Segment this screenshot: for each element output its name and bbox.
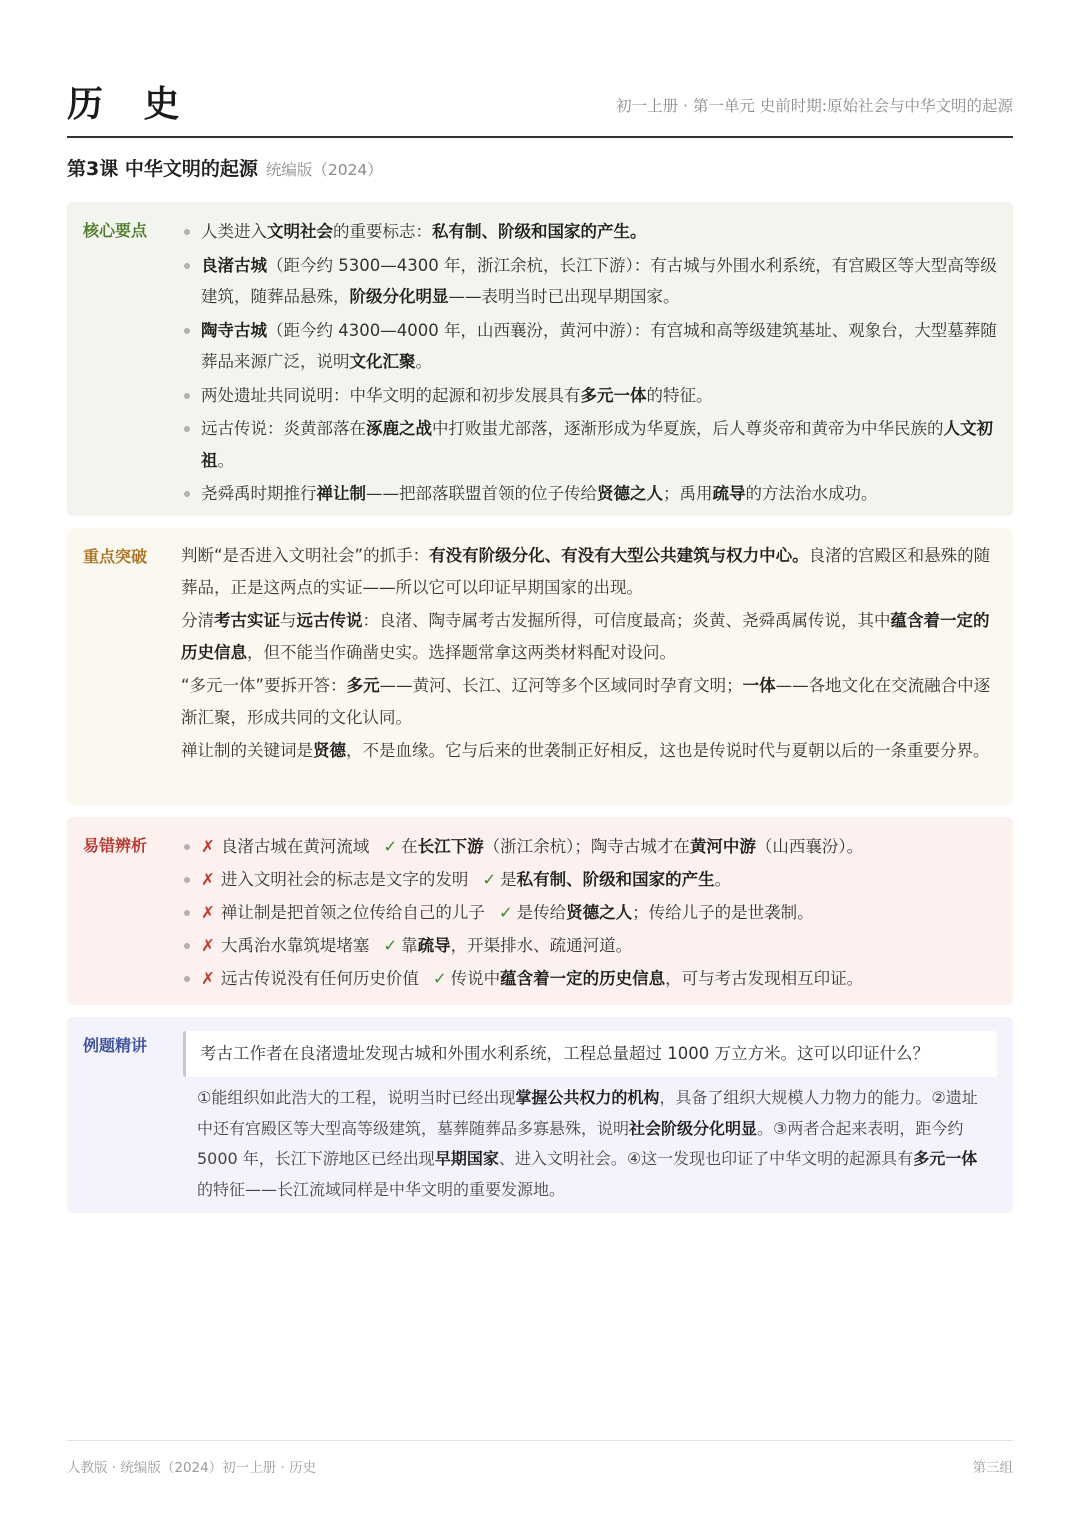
list-item: 人类进入文明社会的重要标志：私有制、阶级和国家的产生。 [181, 216, 997, 248]
unit-breadcrumb: 初一上册 · 第一单元 史前时期:原始社会与中华文明的起源 [616, 97, 1013, 115]
check-icon: ✓ [482, 870, 497, 889]
common-errors-section [67, 817, 1013, 1005]
cross-icon: ✗ [201, 870, 215, 889]
section-label: 核心要点 [83, 221, 148, 240]
example-section [67, 1017, 1013, 1213]
list-item: 陶寺古城（距今约 4300—4000 年，山西襄汾，黄河中游）：有宫城和高等级建筑基址、观象台，大型墓葬随葬品来源广泛，说明文化汇聚。 [181, 315, 997, 378]
example-answer: ①能组织如此浩大的工程，说明当时已经出现掌握公共权力的机构，具备了组织大规模人力物力的能力。②遗址中还有宫殿区等大型高等级建筑，墓葬随葬品多寡悬殊，说明社会阶级分化明显。③两者合起来表明，距今约 5000 年，长江下游地区已经出现早期国家、进入文明社会。④这一发现也印证了中华文明的起源具有多元一体的特征——长江流域同样是中华文明的重要发源地。 [197, 1088, 978, 1199]
key-paragraph: “多元一体”要拆开答：多元——黄河、长江、辽河等多个区域同时孕育文明；一体——各地文化在交流融合中逐渐汇聚，形成共同的文化认同。 [181, 676, 991, 727]
page-header [67, 72, 1013, 138]
check-icon: ✓ [498, 903, 513, 922]
list-item: 远古传说：炎黄部落在涿鹿之战中打败蚩尤部落，逐渐形成为华夏族，后人尊炎帝和黄帝为中华民族的人文初祖。 [181, 413, 997, 476]
check-icon: ✓ [432, 969, 447, 988]
page [67, 0, 1013, 1528]
page-footer [67, 1440, 1013, 1476]
list-item: ✗ 远古传说没有任何历史价值 ✓ 传说中蕴含着一定的历史信息，可与考古发现相互印证。 [181, 963, 997, 995]
footer-edition: 人教版 · 统编版（2024）初一上册 · 历史 [67, 1460, 317, 1476]
section-body [181, 216, 997, 512]
key-paragraph: 禅让制的关键词是贤德，不是血缘。它与后来的世袭制正好相反，这也是传说时代与夏朝以后的一条重要分界。 [181, 741, 990, 760]
lesson-heading [67, 154, 383, 182]
list-item: ✗ 进入文明社会的标志是文字的发明 ✓ 是私有制、阶级和国家的产生。 [181, 864, 997, 896]
section-label: 例题精讲 [83, 1036, 148, 1055]
section-label: 易错辨析 [83, 836, 148, 855]
list-item: 两处遗址共同说明：中华文明的起源和初步发展具有多元一体的特征。 [181, 380, 997, 412]
lesson-title: 第3课 中华文明的起源 [67, 158, 258, 180]
cross-icon: ✗ [201, 969, 215, 988]
lesson-edition: 统编版（2024） [265, 161, 383, 179]
list-item: 良渚古城（距今约 5300—4300 年，浙江余杭，长江下游）：有古城与外围水利系统，有宫殿区等大型高等级建筑，随葬品悬殊，阶级分化明显——表明当时已出现早期国家。 [181, 250, 997, 313]
list-item: 尧舜禹时期推行禅让制——把部落联盟首领的位子传给贤德之人；禹用疏导的方法治水成功。 [181, 478, 997, 510]
list-item: ✗ 良渚古城在黄河流域 ✓ 在长江下游（浙江余杭）；陶寺古城才在黄河中游（山西襄汾）。 [181, 831, 997, 863]
section-body [181, 540, 997, 769]
core-points-list [181, 216, 997, 510]
footer-group: 第三组 [972, 1460, 1013, 1476]
subject-title: 历 史 [67, 84, 194, 125]
list-item: ✗ 禅让制是把首领之位传给自己的儿子 ✓ 是传给贤德之人；传给儿子的是世袭制。 [181, 897, 997, 929]
list-item: ✗ 大禹治水靠筑堤堵塞 ✓ 靠疏导，开渠排水、疏通河道。 [181, 930, 997, 962]
cross-icon: ✗ [201, 837, 215, 856]
errors-list [181, 831, 997, 995]
cross-icon: ✗ [201, 936, 215, 955]
key-paragraph: 分清考古实证与远古传说：良渚、陶寺属考古发掘所得，可信度最高；炎黄、尧舜禹属传说，其中蕴含着一定的历史信息，但不能当作确凿史实。选择题常拿这两类材料配对设问。 [181, 611, 990, 662]
key-paragraph: 判断“是否进入文明社会”的抓手：有没有阶级分化、有没有大型公共建筑与权力中心。良渚的宫殿区和悬殊的随葬品，正是这两点的实证——所以它可以印证早期国家的出现。 [181, 546, 991, 597]
check-icon: ✓ [383, 936, 398, 955]
key-breakthrough-section [67, 528, 1013, 805]
section-label: 重点突破 [83, 547, 148, 566]
section-body [181, 831, 997, 996]
cross-icon: ✗ [201, 903, 215, 922]
core-points-section [67, 202, 1013, 516]
example-question: 考古工作者在良渚遗址发现古城和外围水利系统，工程总量超过 1000 万立方米。这可以印证什么？ [183, 1031, 997, 1077]
check-icon: ✓ [383, 837, 398, 856]
